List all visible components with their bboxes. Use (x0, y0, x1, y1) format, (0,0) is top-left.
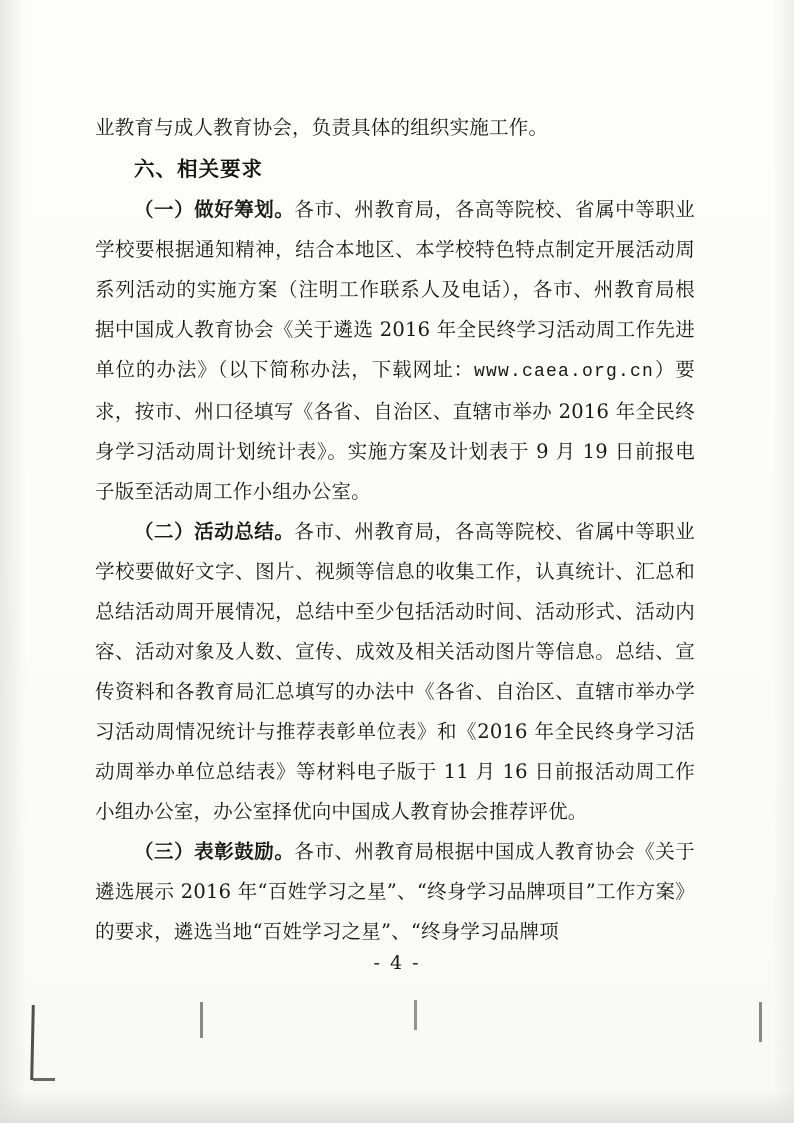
bottom-edge-shading (0, 1090, 794, 1123)
scan-artifact-middle-right (414, 1000, 417, 1030)
scan-artifact-left-horizontal (33, 1078, 55, 1081)
paragraph-item-3-text: 各市、州教育局根据中国成人教育协会《关于遴选展示 2016 年“百姓学习之星”、“终身学习品牌项目”工作方案》的要求，遴选当地“百姓学习之星”、“终身学习品牌项 (95, 840, 695, 943)
paragraph-item-2-lead: （二）活动总结。 (134, 520, 295, 543)
paragraph-item-1-lead: （一）做好筹划。 (134, 198, 295, 221)
section-heading: 六、相关要求 (134, 157, 263, 181)
paragraph-item-2 (95, 512, 695, 832)
paragraph-item-1 (95, 190, 695, 512)
paragraph-continued: 业教育与成人教育协会，负责具体的组织实施工作。 (95, 116, 549, 139)
paragraph-item-1-text: 各市、州教育局，各高等院校、省属中等职业学校要根据通知精神，结合本地区、本学校特色特点制定开展活动周系列活动的实施方案（注明工作联系人及电话），各市、州教育局根据中国成人教育协会《关于遴选 2016 年全民终学习活动周工作先进单位的办法》（以下简称办法，下载网址： (95, 198, 695, 381)
paragraph-item-3 (95, 832, 695, 952)
document-body (95, 108, 695, 952)
paragraph-item-1-text-after: ）要求，按市、州口径填写《各省、自治区、直辖市举办 2016 年全民终身学习活动周计划统计表》。实施方案及计划表于 9 月 19 日前报电子版至活动周工作小组办公室。 (95, 358, 695, 503)
paragraph-item-3-lead: （三）表彰鼓励。 (134, 840, 295, 863)
scan-artifact-middle-left (200, 1002, 203, 1038)
paragraph-item-2-text: 各市、州教育局，各高等院校、省属中等职业学校要做好文字、图片、视频等信息的收集工作，认真统计、汇总和总结活动周开展情况，总结中至少包括活动时间、活动形式、活动内容、活动对象及人数、宣传、成效及相关活动图片等信息。总结、宣传资料和各教育局汇总填写的办法中《各省、自治区、直辖市举办学习活动周情况统计与推荐表彰单位表》和《2016 年全民终身学习活动周举办单位总结表》等材料电子版于 11 月 16 日前报活动周工作小组办公室，办公室择优向中国成人教育协会推荐评优。 (95, 520, 695, 823)
paragraph-item-1-url: www.caea.org.cn (474, 362, 655, 382)
scan-artifact-right (759, 1002, 762, 1042)
page-number: - 4 - (373, 952, 421, 974)
